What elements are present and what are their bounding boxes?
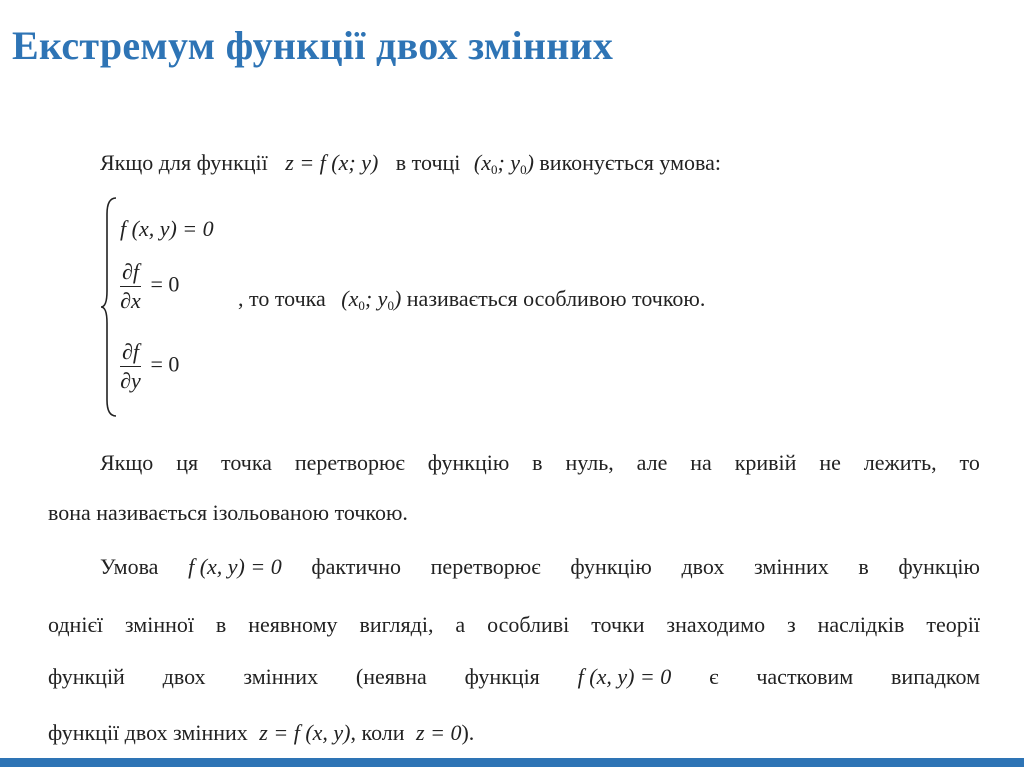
point-x0-y0: ($x_0$; $y_0$) (473, 150, 534, 177)
para1-line2: вона називається ізольованою точкою. (48, 500, 408, 525)
bottom-accent-bar (0, 758, 1024, 767)
partial-fraction-y: $\frac{\partial f}{\partial y}$ (120, 339, 141, 393)
singular-point-conclusion (238, 286, 705, 319)
condition-equation: f (x, y) = 0 (188, 554, 282, 579)
equation-f-zero: f (x, y) = 0 (120, 216, 214, 241)
condition-text: виконується умова: (539, 150, 721, 175)
para2-line3: функцій двох змінних (неявна функція f (x, y) = 0 є частковим випадком (48, 664, 980, 689)
then-point-text: , то точка (238, 286, 326, 311)
implicit-function-equation: f (x, y) = 0 (577, 664, 672, 689)
para1-line1: Якщо ця точка перетворює функцію в нуль, але на кривій не лежить, то (100, 450, 980, 475)
para2-line4: функції двох змінних z = f (x, y), коли z = 0). (48, 720, 475, 745)
z-zero-equation: z = 0 (416, 720, 462, 745)
point-x0-y0-conclusion: ($x_0$; $y_0$) (341, 286, 402, 313)
para2-line1: Умова f (x, y) = 0 фактично перетворює функцію двох змінних в функцію (100, 554, 980, 579)
partial-fraction-x: $\frac{\partial f}{\partial x}$ (120, 259, 141, 313)
equation-df-dy: $\frac{\partial f}{\partial y}$ = 0 (120, 339, 180, 393)
singular-point-text: називається особливою точкою. (406, 286, 706, 311)
para2-line2: однієї змінної в неявному вигляді, а особливі точки знаходимо з наслідків теорії (48, 612, 980, 637)
function-definition: z = f (x; y) (285, 150, 379, 175)
slide-title: Екстремум функції двох змінних (12, 23, 614, 68)
equation-df-dx: $\frac{\partial f}{\partial x}$ = 0 (120, 259, 180, 313)
system-brace (100, 196, 120, 418)
condition-intro (100, 150, 721, 183)
function-z-equation: z = f (x, y) (259, 720, 351, 745)
at-point-text: в точці (395, 150, 461, 175)
intro-text: Якщо для функції (100, 150, 268, 175)
